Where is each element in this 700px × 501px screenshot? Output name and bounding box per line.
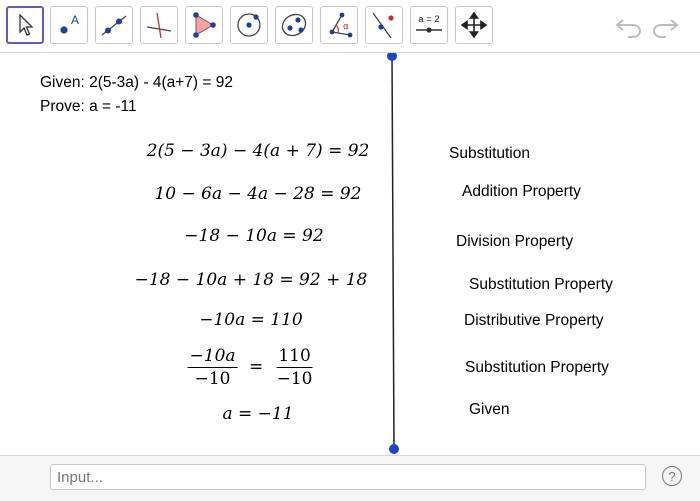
reflect-tool-icon (369, 10, 399, 40)
reason-3[interactable]: Division Property (456, 233, 574, 250)
undo-icon (614, 14, 644, 38)
fraction-right-denominator: −10 (276, 369, 313, 389)
reason-1[interactable]: Substitution (449, 145, 530, 162)
divider-top-point[interactable] (387, 53, 397, 61)
given-text: Given: 2(5-3a) - 4(a+7) = 92 (40, 74, 233, 91)
move-graphics-view-tool-icon (460, 11, 488, 39)
statement-3: −18 − 10a = 92 (184, 226, 324, 246)
reason-5[interactable]: Distributive Property (464, 312, 604, 329)
move-graphics-view-tool-button[interactable] (455, 6, 493, 44)
redo-button[interactable] (650, 12, 680, 40)
angle-tool-icon (324, 10, 354, 40)
slider-tool-button[interactable] (410, 6, 448, 44)
statement-7: a = −11 (222, 404, 294, 424)
divider-bottom-point[interactable] (389, 444, 399, 454)
undo-button[interactable] (614, 12, 644, 40)
statement-4: −18 − 10a + 18 = 92 + 18 (134, 270, 368, 290)
reflect-tool-button[interactable] (365, 6, 403, 44)
toolbar (0, 0, 700, 53)
fraction-left-denominator: −10 (194, 369, 231, 389)
polygon-tool-icon (189, 10, 219, 40)
point-tool-icon (54, 10, 84, 40)
statement-2: 10 − 6a − 4a − 28 = 92 (154, 184, 362, 204)
statement-6 (188, 346, 315, 389)
point-tool-label: A (71, 13, 80, 27)
fraction-equals: = (248, 357, 264, 377)
slider-tool-label: a = 2 (418, 14, 440, 25)
help-icon[interactable]: ? (662, 466, 682, 486)
perpendicular-line-tool-icon (144, 10, 174, 40)
polygon-tool-button[interactable] (185, 6, 223, 44)
fraction-right-numerator: 110 (278, 346, 311, 366)
reason-6[interactable]: Substitution Property (465, 359, 609, 376)
ellipse-tool-button[interactable] (275, 6, 313, 44)
line-tool-button[interactable] (95, 6, 133, 44)
perpendicular-line-tool-button[interactable] (140, 6, 178, 44)
angle-tool-label: α (343, 22, 349, 32)
point-tool-button[interactable] (50, 6, 88, 44)
angle-tool-button[interactable] (320, 6, 358, 44)
reason-7[interactable]: Given (469, 401, 510, 418)
prove-text: Prove: a = -11 (40, 98, 137, 115)
move-tool-icon (12, 12, 38, 38)
statement-1: 2(5 − 3a) − 4(a + 7) = 92 (146, 141, 370, 161)
graphics-view[interactable] (0, 53, 700, 455)
circle-tool-button[interactable] (230, 6, 268, 44)
reason-2[interactable]: Addition Property (462, 183, 581, 200)
slider-tool-icon (412, 10, 446, 40)
input-field[interactable] (50, 464, 646, 490)
statement-5: −10a = 110 (199, 310, 303, 330)
reason-4[interactable]: Substitution Property (469, 276, 613, 293)
ellipse-tool-icon (279, 10, 309, 40)
circle-tool-icon (234, 10, 264, 40)
redo-icon (650, 14, 680, 38)
move-tool-button[interactable] (6, 6, 44, 44)
input-bar (0, 455, 700, 501)
line-tool-icon (99, 10, 129, 40)
fraction-left-numerator: −10a (189, 346, 236, 366)
